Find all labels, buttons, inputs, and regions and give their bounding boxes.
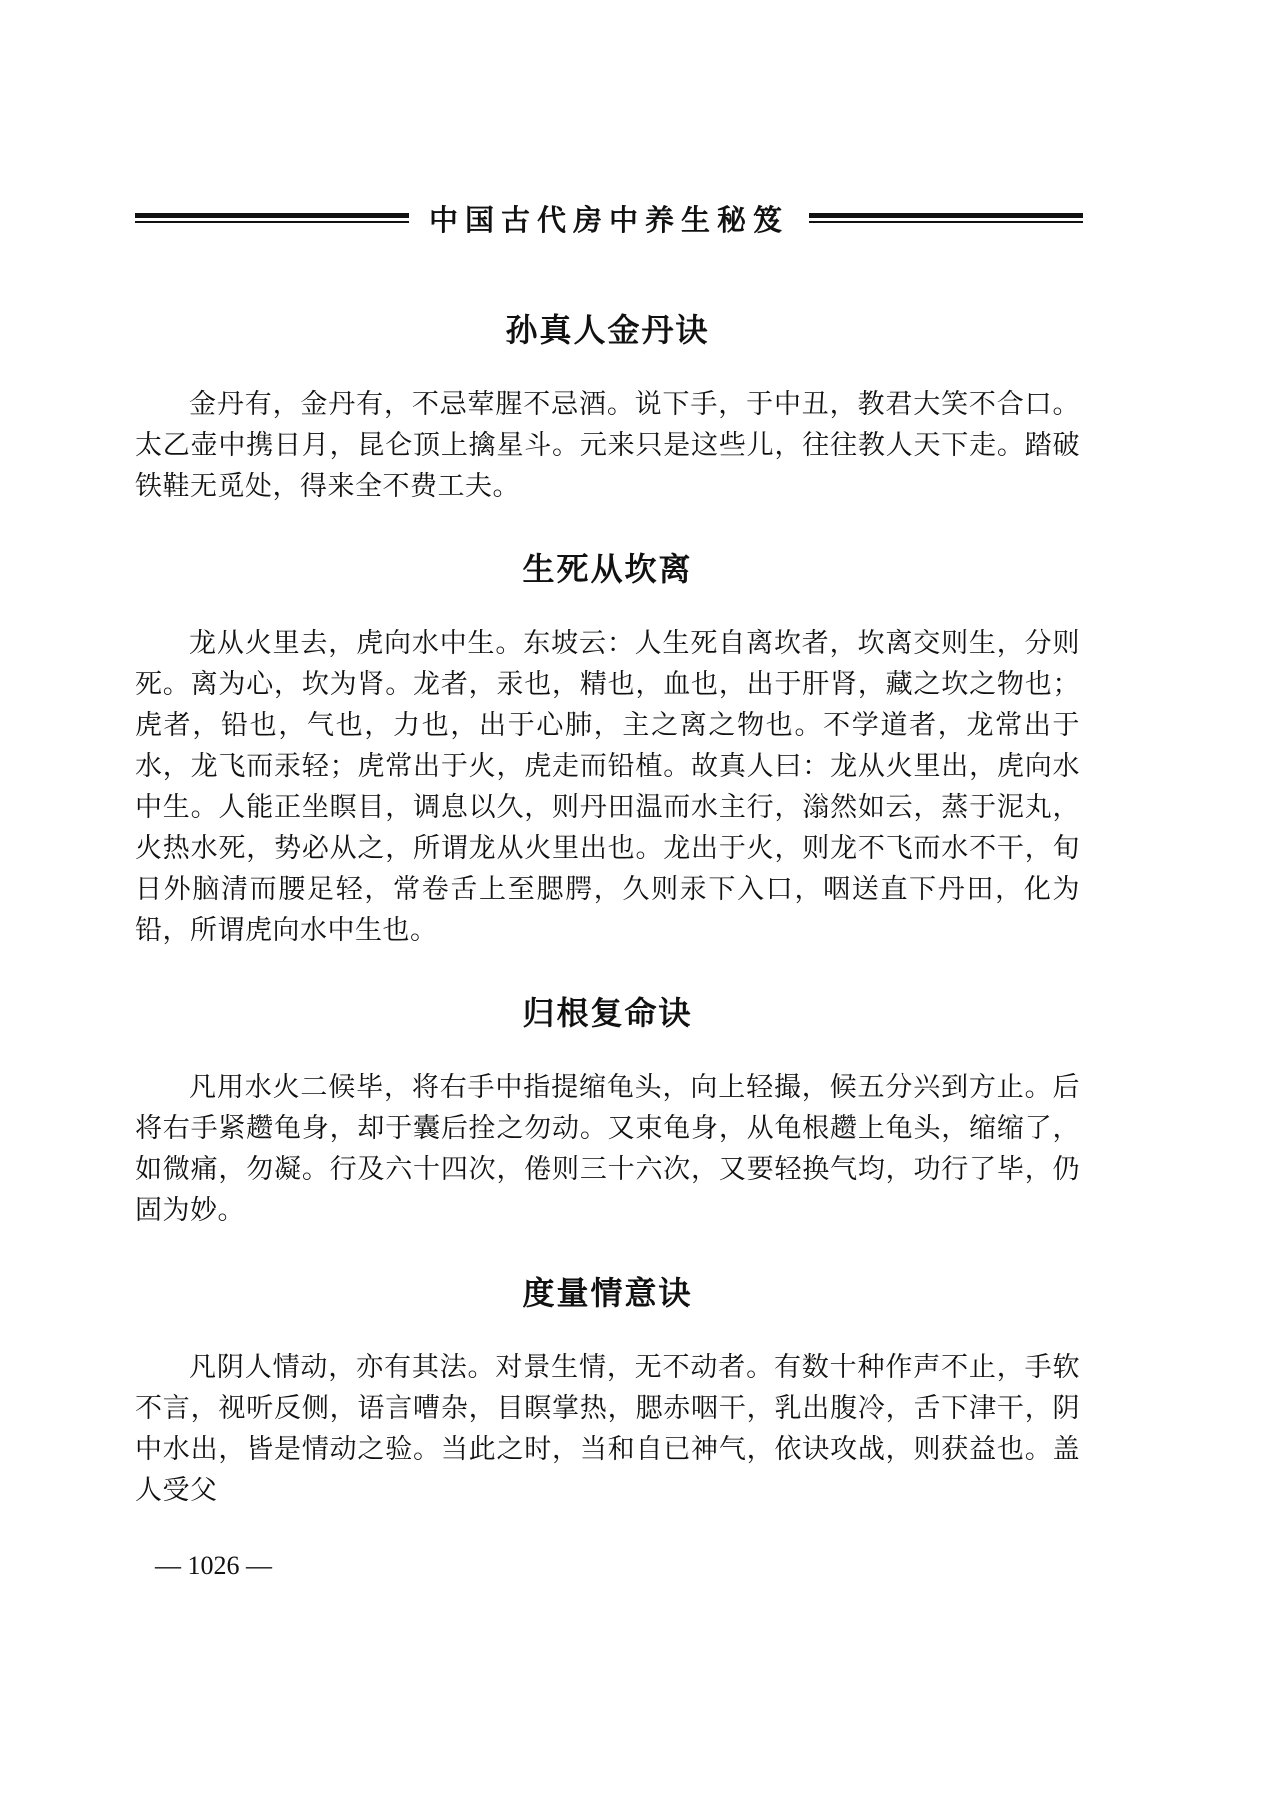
section-body: 凡用水火二候毕，将右手中指提缩龟头，向上轻撮，候五分兴到方止。后将右手紧趱龟身，却于囊后拴之勿动。又束龟身，从龟根趱上龟头，缩缩了，如微痛，勿凝。行及六十四次，倦则三十六次，又要轻换气均，功行了毕，仍固为妙。	[135, 1072, 1080, 1226]
section-body: 凡阴人情动，亦有其法。对景生情，无不动者。有数十种作声不止，手软不言，视听反侧，语言嘈杂，目瞑掌热，腮赤咽干，乳出腹冷，舌下津干，阴中水出，皆是情动之验。当此之时，当和自已神气，依诀攻战，则获益也。盖人受父	[135, 1352, 1080, 1506]
header-rule-right	[809, 213, 1083, 223]
section-title: 孙真人金丹诀	[505, 311, 710, 349]
section-guigen-fuming	[135, 993, 1080, 1231]
section-sun-zhenren	[135, 310, 1080, 507]
section-duliang-qingyi	[135, 1273, 1080, 1511]
section-body: 龙从火里去，虎向水中生。东坡云：人生死自离坎者，坎离交则生，分则死。离为心，坎为肾。龙者，汞也，精也，血也，出于肝肾，藏之坎之物也；虎者，铅也，气也，力也，出于心肺，主之离之物也。不学道者，龙常出于水，龙飞而汞轻；虎常出于火，虎走而铅植。故真人曰：龙从火里出，虎向水中生。人能正坐瞑目，调息以久，则丹田温而水主行，滃然如云，蒸于泥丸，火热水死，势必从之，所谓龙从火里出也。龙出于火，则龙不飞而水不干，旬日外脑清而腰足轻，常卷舌上至腮腭，久则汞下入口，咽送直下丹田，化为铅，所谓虎向水中生也。	[135, 628, 1080, 946]
section-title: 归根复命诀	[522, 994, 693, 1032]
section-body: 金丹有，金丹有，不忌荤腥不忌酒。说下手，于中丑，教君大笑不合口。太乙壶中携日月，昆仑顶上擒星斗。元来只是这些儿，往往教人天下走。踏破铁鞋无觅处，得来全不费工夫。	[135, 389, 1080, 502]
running-header-title: 中国古代房中养生秘笈	[429, 202, 790, 237]
section-shengsi-kanli	[135, 549, 1080, 951]
section-title: 度量情意诀	[522, 1274, 693, 1312]
header-rule-left	[135, 213, 409, 223]
section-title: 生死从坎离	[522, 550, 693, 588]
page-number: — 1026 —	[155, 1551, 272, 1580]
page-content	[135, 310, 1080, 1553]
running-header	[135, 198, 1083, 238]
